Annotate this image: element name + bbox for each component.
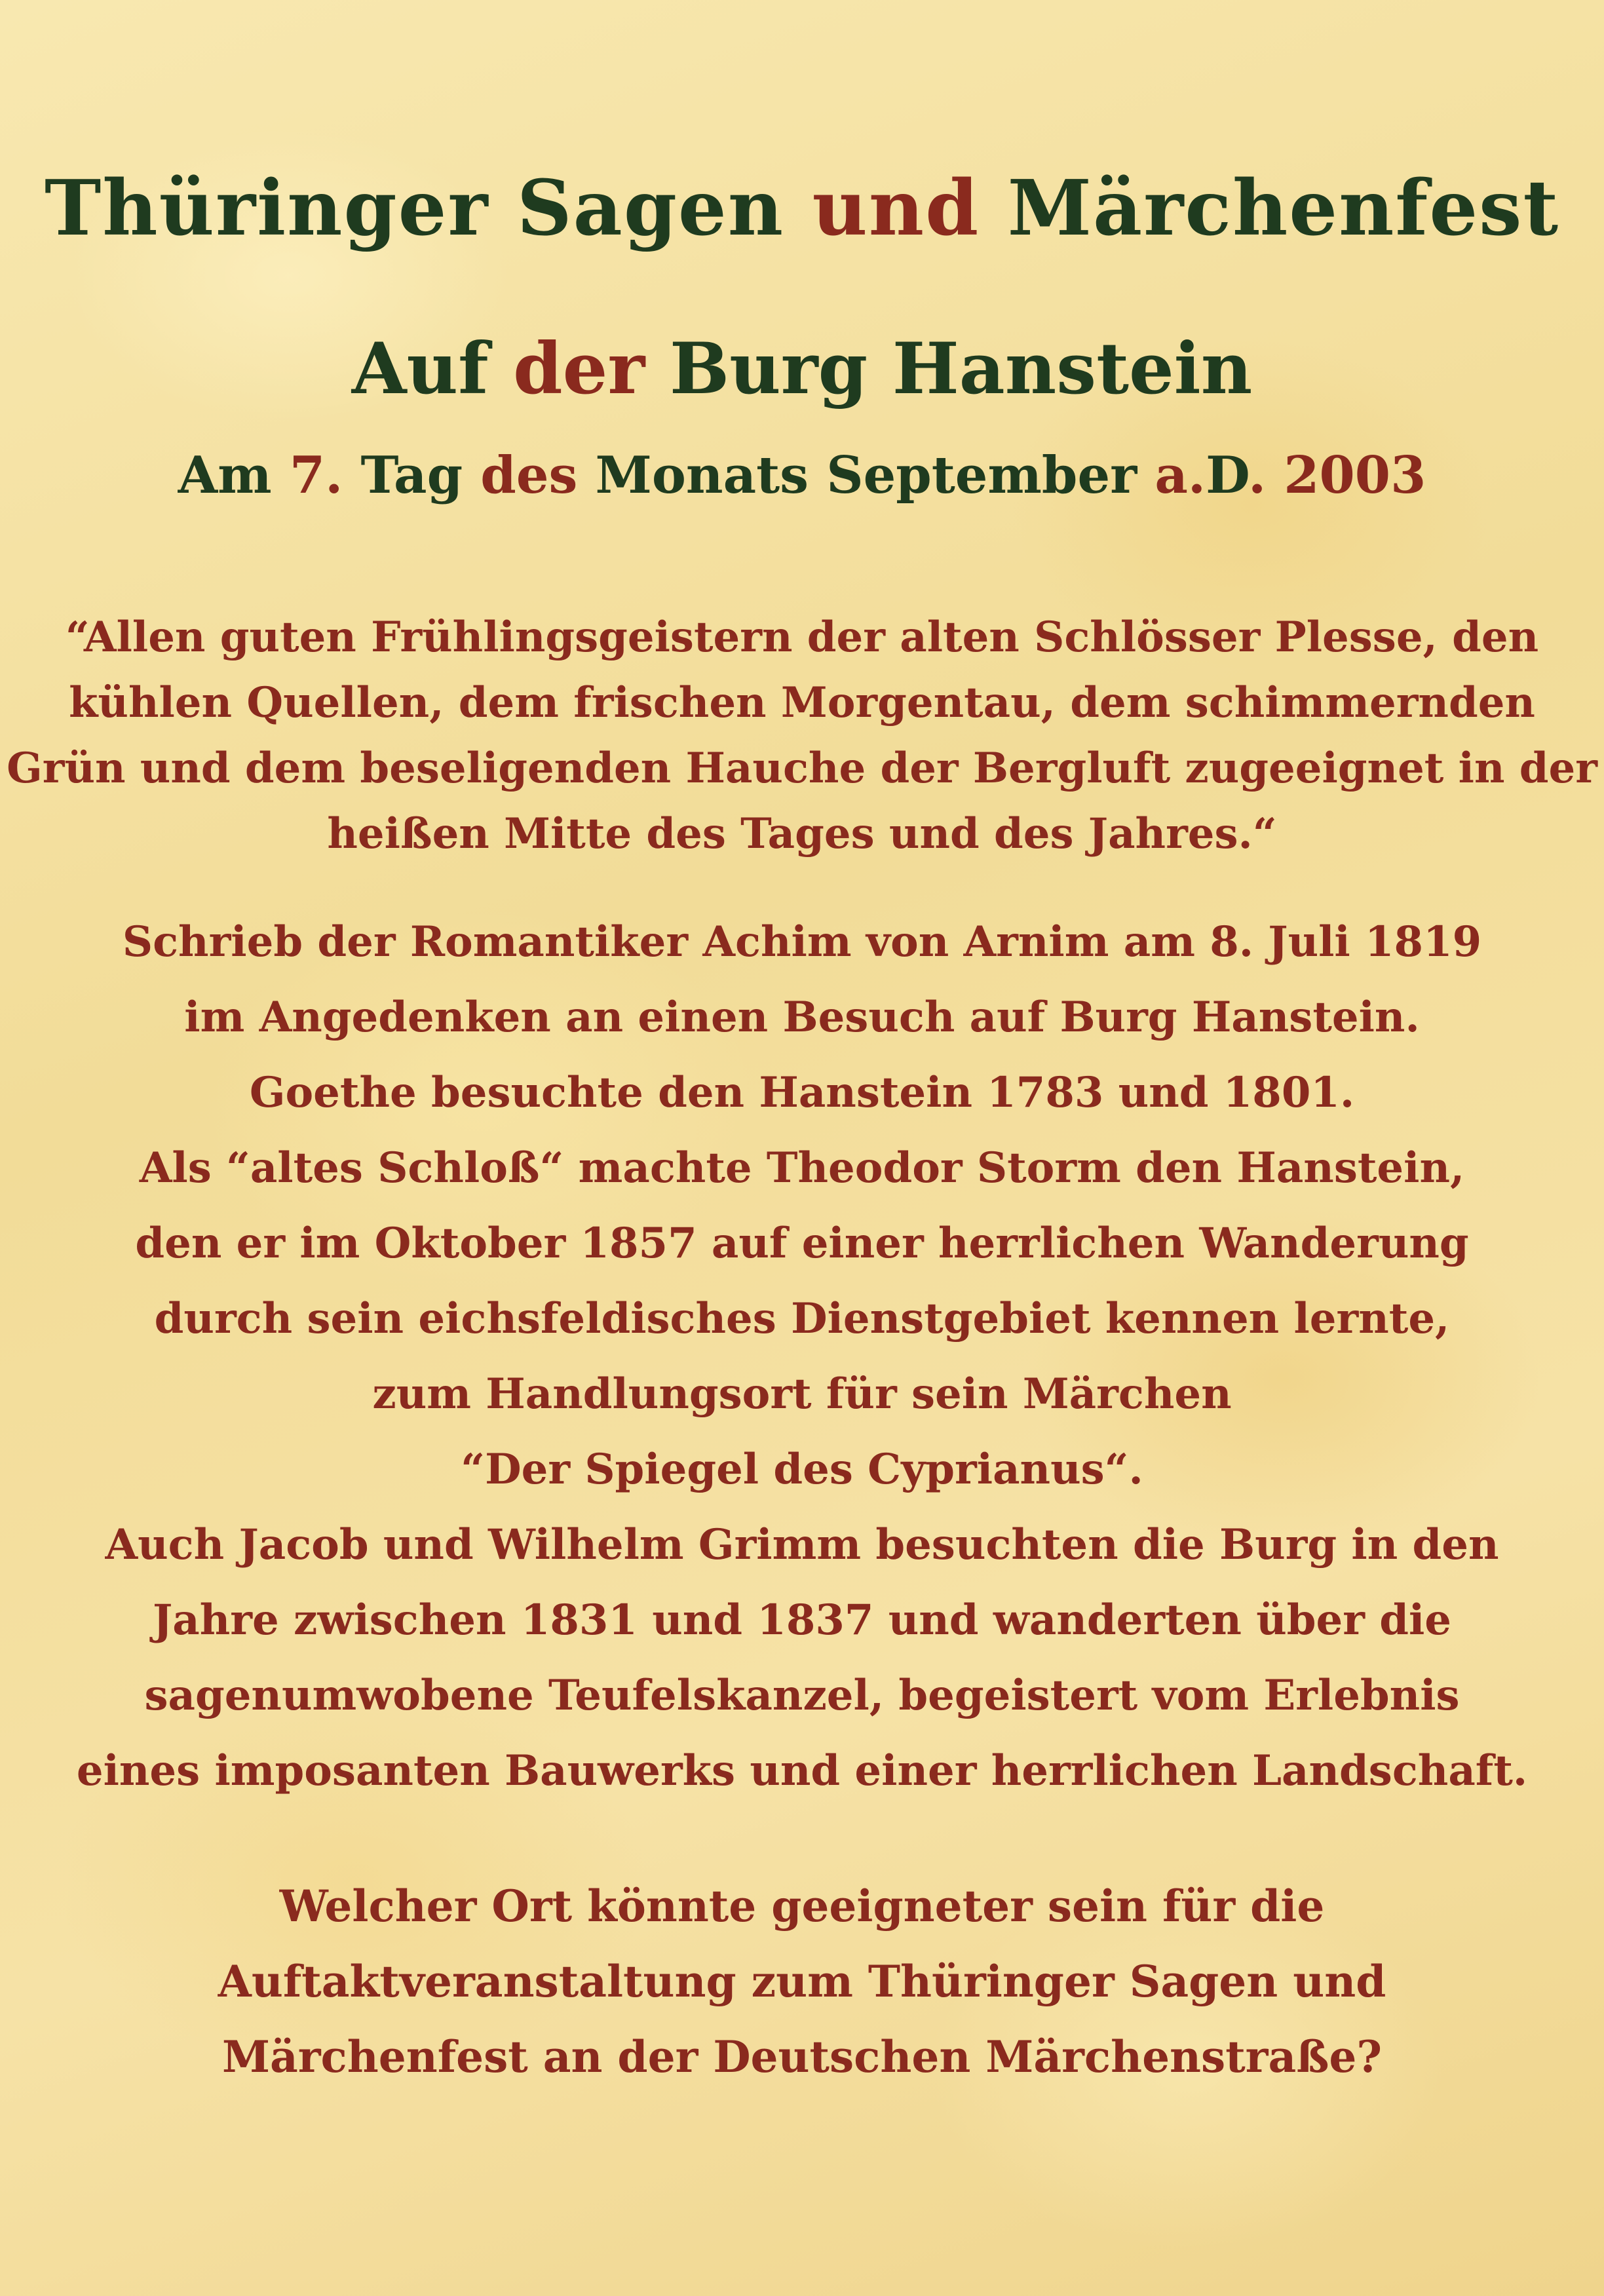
date-number: 7. (271, 446, 361, 505)
date-des: des (463, 446, 596, 505)
history-line: eines imposanten Bauwerks und einer herrlichen Landschaft. (76, 1746, 1528, 1795)
date-tag: Tag (360, 446, 463, 505)
history-line: “Der Spiegel des Cyprianus“. (461, 1445, 1143, 1494)
history-line: Als “altes Schloß“ machte Theodor Storm den Hanstein, (139, 1143, 1465, 1193)
quote-line: heißen Mitte des Tages und des Jahres.“ (327, 809, 1277, 858)
history-line: durch sein eichsfeldisches Dienstgebiet kennen lernte, (154, 1294, 1450, 1343)
title-word-und: und (784, 164, 1008, 253)
subtitle-word-burg: Burg (669, 328, 868, 410)
closing-line: Welcher Ort könnte geeigneter sein für die (279, 1881, 1325, 1932)
history-line: zum Handlungsort für sein Märchen (372, 1369, 1232, 1419)
date-monats: Monats (595, 446, 809, 505)
date-year: . 2003 (1248, 446, 1426, 505)
history-line: Goethe besuchte den Hanstein 1783 und 1801. (249, 1068, 1355, 1117)
subtitle-word-auf: Auf (351, 328, 489, 410)
quote-line: Grün und dem beseligenden Hauche der Bergluft zugeeignet in der (7, 744, 1597, 793)
closing-line: Märchenfest an der Deutschen Märchenstraße? (221, 2031, 1383, 2082)
date-a: a. (1137, 446, 1206, 505)
history-line: im Angedenken an einen Besuch auf Burg Hanstein. (184, 993, 1420, 1042)
date-am: Am (178, 446, 272, 505)
title-word-thueringer: Thüringer (44, 164, 517, 253)
title-word-maerchenfest: Märchenfest (1007, 164, 1560, 253)
date-september: September (826, 446, 1137, 505)
closing-line: Auftaktveranstaltung zum Thüringer Sagen und (218, 1956, 1386, 2007)
history-line: den er im Oktober 1857 auf einer herrlichen Wanderung (135, 1219, 1469, 1268)
event-date (0, 446, 1604, 505)
page-title (0, 164, 1604, 253)
date-d: D (1206, 446, 1248, 505)
history-line: Schrieb der Romantiker Achim von Arnim am 8. Juli 1819 (122, 917, 1482, 966)
subtitle-word-der: der (488, 328, 670, 410)
history-line: sagenumwobene Teufelskanzel, begeistert vom Erlebnis (144, 1671, 1460, 1720)
subtitle-word-hanstein: Hanstein (892, 328, 1253, 410)
quote-line: “Allen guten Frühlingsgeistern der alten Schlösser Plesse, den (65, 613, 1539, 662)
title-word-sagen: Sagen (516, 164, 785, 253)
history-line: Auch Jacob und Wilhelm Grimm besuchten die Burg in den (105, 1520, 1499, 1569)
quote-line: kühlen Quellen, dem frischen Morgentau, dem schimmernden (69, 678, 1535, 727)
subtitle-space (868, 328, 892, 410)
page-subtitle (0, 328, 1604, 410)
history-line: Jahre zwischen 1831 und 1837 und wanderten über die (153, 1596, 1451, 1645)
date-space (809, 446, 826, 505)
